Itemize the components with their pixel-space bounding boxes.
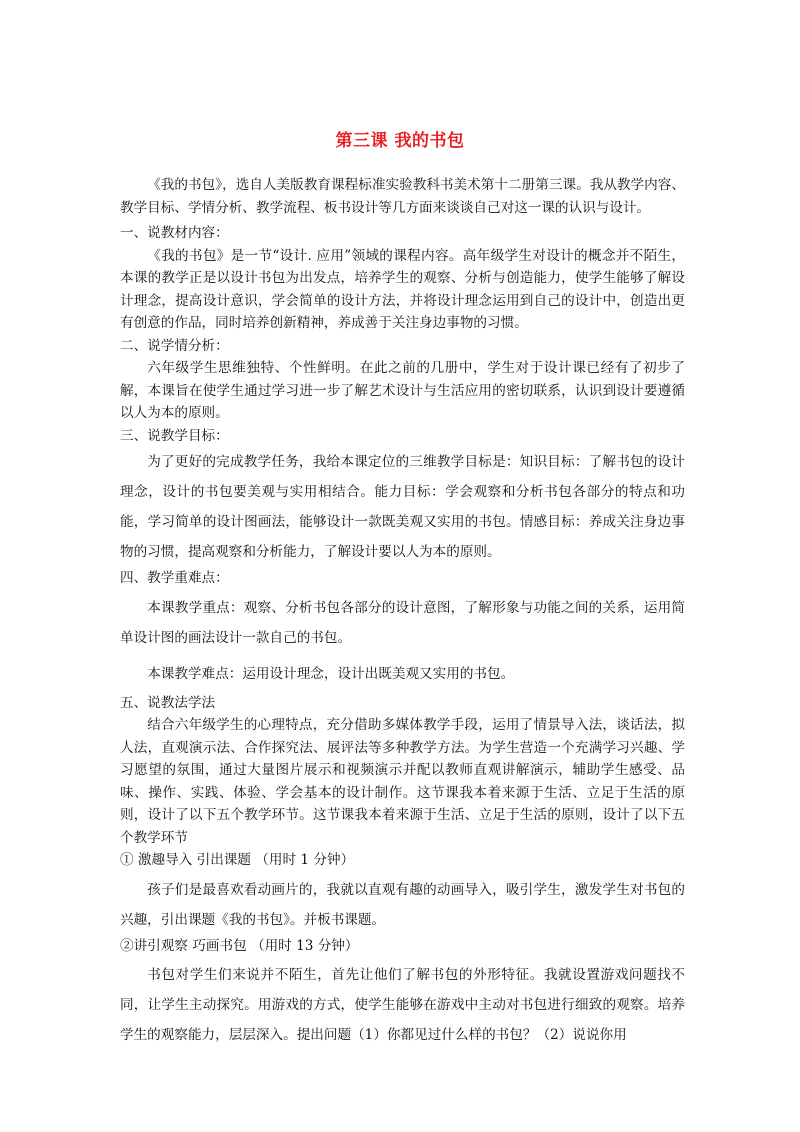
section-heading-methods: 五、说教法学法 xyxy=(120,694,216,711)
section-heading-key-points: 四、教学重难点： xyxy=(120,570,229,586)
document-body xyxy=(120,174,685,1050)
section-heading-teaching-material: 一、说教材内容： xyxy=(120,225,229,241)
paragraph-methods: 结合六年级学生的心理特点，充分借助多媒体教学手段，运用了情景导入法，谈话法，拟人法，直观演示法、合作探究法、展评法等多种教学方法。为学生营造一个充满学习兴趣、学习愿望的氛围，通过大量图片展示和视频演示并配以教师直观讲解演示，辅助学生感受、品味、操作、实践、体验、学会基本的设计制作。这节课我本着来源于生活、立足于生活的原则，设计了以下五个教学环节。这节课我本着来源于生活、立足于生活的原则，设计了以下五个教学环节 xyxy=(120,717,685,846)
paragraph-teaching-material: 《我的书包》是一节“设计. 应用”领域的课程内容。高年级学生对设计的概念并不陌生，本课的教学正是以设计书包为出发点，培养学生的观察、分析与创造能力，使学生能够了解设计理念，提高设计意识，学会简单的设计方法，并将设计理念运用到自己的设计中，创造出更有创意的作品，同时培养创新精神，养成善于关注身边事物的习惯。 xyxy=(120,247,685,331)
paragraph-student-analysis: 六年级学生思维独特、个性鲜明。在此之前的几册中，学生对于设计课已经有了初步了解，本课旨在使学生通过学习进一步了解艺术设计与生活应用的密切联系，认识到设计要遵循以人为本的原则。 xyxy=(120,360,685,421)
section-heading-teaching-goals: 三、说教学目标： xyxy=(120,427,229,444)
paragraph-difficulty: 本课教学难点：运用设计理念，设计出既美观又实用的书包。 xyxy=(147,665,515,682)
paragraph-key-point: 本课教学重点：观察、分析书包各部分的设计意图，了解形象与功能之间的关系，运用简单设计图的画法设计一款自己的书包。 xyxy=(120,599,685,646)
paragraph-teaching-goals: 为了更好的完成教学任务，我给本课定位的三维教学目标是：知识目标：了解书包的设计理念，设计的书包要美观与实用相结合。能力目标：学会观察和分析书包各部分的特点和功能，学习简单的设计图画法，能够设计一款既美观又实用的书包。情感目标：养成关注身边事物的习惯，提高观察和分析能力，了解设计要以人为本的原则。 xyxy=(120,454,685,560)
paragraph-step-introduction: 孩子们是最喜欢看动画片的，我就以直观有趣的动画导入，吸引学生，激发学生对书包的兴趣，引出课题《我的书包》。并板书课题。 xyxy=(120,881,685,928)
document-title: 第三课 我的书包 xyxy=(335,131,465,151)
paragraph-step-observation: 书包对学生们来说并不陌生，首先让他们了解书包的外形特征。我就设置游戏问题找不同，让学生主动探究。用游戏的方式，使学生能够在游戏中主动对书包进行细致的观察。培养学生的观察能力，层层深入。提出问题（1）你都见过什么样的书包？（2）说说你用 xyxy=(120,967,685,1043)
step-heading-observation: ②讲引观察 巧画书包 （用时 13 分钟） xyxy=(120,937,359,954)
section-heading-student-analysis: 二、说学情分析： xyxy=(120,337,229,354)
intro-paragraph: 《我的书包》，选自人美版教育课程标准实验教科书美术第十二册第三课。我从教学内容、教学目标、学情分析、教学流程、板书设计等几方面来谈谈自己对这一课的认识与设计。 xyxy=(120,177,685,216)
step-heading-introduction: ① 激趣导入 引出课题 （用时 1 分钟） xyxy=(120,852,355,868)
